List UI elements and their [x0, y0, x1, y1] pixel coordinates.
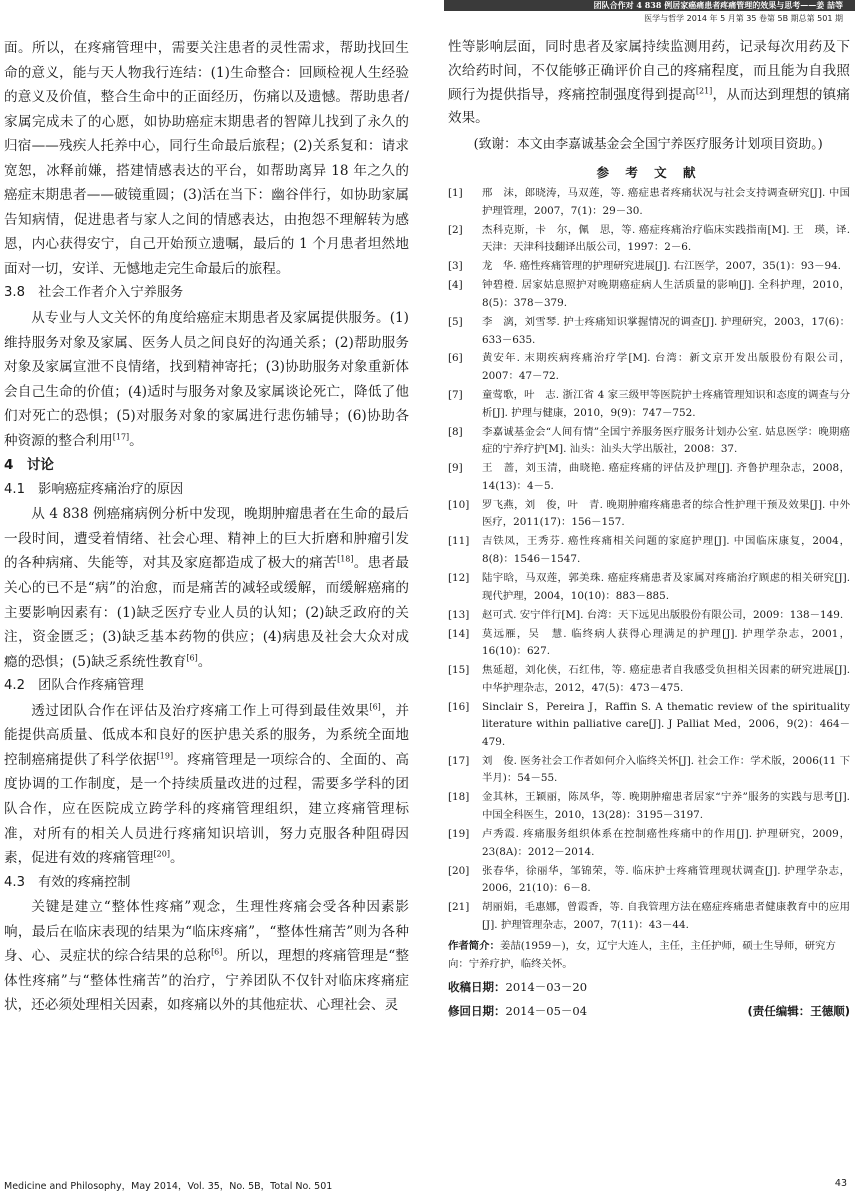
- bio-label: 作者简介：: [448, 940, 500, 953]
- reference-item: [448, 387, 850, 422]
- journal-info: 医学与哲学 2014 年 5 月第 35 卷第 5B 期总第 501 期: [644, 14, 843, 23]
- reference-text: 莫远雁，吴 慧. 临终病人获得心理满足的护理[J]. 护理学杂志，2001，16(10)：627.: [482, 627, 850, 658]
- reference-number: [5]: [448, 315, 463, 328]
- reference-text: 钟碧橙. 居家姑息照护对晚期癌症病人生活质量的影响[J]. 全科护理，2010，8(5)：378－379.: [482, 279, 850, 309]
- reference-item: [448, 863, 850, 898]
- reference-item: [448, 277, 850, 312]
- reference-item: [448, 570, 850, 605]
- reference-text: 罗飞燕，刘 俊，叶 青. 晚期肿瘤疼痛患者的综合性护理干预及效果[J]. 中外医疗，2011(17)：156－157.: [482, 498, 850, 529]
- section-heading-4-2: 4.2 团队合作疼痛管理: [4, 678, 144, 694]
- page-footer: [4, 1178, 847, 1192]
- reference-number: [6]: [448, 352, 463, 365]
- reference-number: [15]: [448, 664, 470, 677]
- editor-note: (责任编辑：王德顺): [747, 1003, 850, 1018]
- reference-number: [19]: [448, 828, 470, 840]
- citation: [18]: [337, 554, 354, 564]
- running-title: 团队合作对 4 838 例居家癌痛患者疼痛管理的效果与思考——姜 喆等: [593, 0, 843, 10]
- reference-item: [448, 185, 850, 220]
- reference-number: [1]: [448, 187, 463, 200]
- paragraph: 关键是建立“整体性疼痛”观念，生理性疼痛会受各种因素影响，最后在临床表现的结果为“临床疼痛”，“整体性痛苦”则为各种身、心、灵症状的综合结果的总称[6]。所以，理想的疼痛管理是“整体性疼痛”与“整体性痛苦”的治疗，宁养团队不仅针对临床疼痛症状，还必须处理相关因素，如疼痛以外的其他症状、心理社会、灵: [4, 899, 409, 1014]
- author-bio: 作者简介：姜喆(1959－)，女，辽宁大连人，主任，主任护师，硕士生导师，研究方向：宁养疗护，临终关怀。: [448, 940, 836, 970]
- section-heading-4-1: 4.1 影响癌症疼痛治疗的原因: [4, 481, 184, 497]
- reference-text: 金其林，王颖丽，陈凤华，等. 晚期肿瘤患者居家“宁养”服务的实践与思考[J]. 中国全科医生，2010，13(28)：3195－3197.: [482, 791, 850, 822]
- reference-item: [448, 258, 850, 276]
- reference-text: 卢秀霞. 疼痛服务组织体系在控制癌性疼痛中的作用[J]. 护理研究，2009，23(8A)：2012－2014.: [482, 828, 850, 858]
- reference-number: [3]: [448, 260, 463, 273]
- received-date: 收稿日期：2014－03－20: [448, 979, 588, 994]
- running-header: [0, 0, 855, 30]
- citation: [19]: [156, 751, 174, 761]
- reference-item: [448, 424, 850, 459]
- paragraph: 面。所以，在疼痛管理中，需要关注患者的灵性需求，帮助找回生命的意义，能与天人物我行连结：(1)生命整合：回顾检视人生经验的意义及价值，整合生命中的正面经历，伤痛以及遗憾。帮助患者/家属完成未了的心愿，如协助癌症末期患者的智障儿找到了永久的归宿——残疾人托养中心，同行生命最后旅程；(2)关系复和：请求宽恕，冰释前嫌，搭建情感表达的平台，如帮助离异 18 年之久的癌症末期患者——破镜重圆；(3)活在当下：幽谷伴行，如协助家属告知病情，促进患者与家人之间的情感表达，由抱怨不理解转为感恩，内心获得安宁，自己开始预立遗嘱，最后的 1 个月患者坦然地面对一切，安详、无憾地走完生命最后的旅程。: [4, 40, 409, 277]
- paragraph: 从 4 838 例癌痛病例分析中发现，晚期肿瘤患者在生命的最后一段时间，遭受着情绪、社会心理、精神上的巨大折磨和肿瘤引发的各种病痛、失能等，对其及家庭都造成了极大的痛苦[18]。患者最关心的已不是“病”的治愈，而是痛苦的减轻或缓解，而缓解癌痛的主要影响因素有：(1)缺乏医疗专业人员的认知；(2)缺乏政府的关注，资金匮乏；(3)缺乏基本药物的供应；(4)病患及社会大众对成瘾的恐惧；(5)缺乏系统性教育[6]。: [4, 506, 409, 670]
- reference-number: [20]: [448, 864, 470, 877]
- section-heading-4: 4 讨论: [4, 457, 54, 474]
- reference-text: Sinclair S，Pereira J，Raffin S. A thematic review of the spirituality literature within palliative care[J]. J Palliat Med，2006，9(2)：464－479.: [482, 700, 850, 748]
- reference-text: 李嘉诚基金会“人间有情”全国宁养服务医疗服务计划办公室. 姑息医学：晚期癌症的宁养疗护[M]. 汕头：汕头大学出版社，2008：37.: [482, 425, 850, 456]
- page-number: 43: [834, 1178, 847, 1189]
- reference-text: 赵可式. 安宁伴行[M]. 台湾：天下远见出版股份有限公司，2009：138－149.: [482, 608, 844, 621]
- citation: [6]: [211, 947, 223, 957]
- reference-text: 杰科克斯，卡 尔，佩 思，等. 癌症疼痛治疗临床实践指南[M]. 王 瑛，译. 天津：天津科技翻译出版公司，1997：2－6.: [482, 223, 850, 254]
- reference-item: [448, 607, 850, 625]
- reference-number: [21]: [448, 901, 470, 914]
- citation: [6]: [369, 702, 381, 712]
- reference-number: [17]: [448, 754, 470, 767]
- reference-text: 李 漓，刘雪琴. 护士疼痛知识掌握情况的调查[J]. 护理研究，2003，17(6)：633－635.: [482, 315, 850, 346]
- reference-text: 刘 俊. 医务社会工作者如何介入临终关怀[J]. 社会工作：学术版，2006(11 下半月)：54－55.: [482, 754, 850, 785]
- reference-item: [448, 789, 850, 824]
- reference-text: 胡丽娟，毛惠娜，曾霞香，等. 自我管理方法在癌症疼痛患者健康教育中的应用[J]. 护理管理杂志，2007，7(11)：43－44.: [482, 901, 850, 931]
- left-column: [4, 36, 409, 1160]
- reference-text: 张春华，徐丽华，邹锦荣，等. 临床护士疼痛管理现状调查[J]. 护理学杂志，2006，21(10)：6－8.: [482, 864, 850, 895]
- reference-text: 童莺歌，叶 志. 浙江省 4 家三级甲等医院护士疼痛管理知识和态度的调查与分析[J]. 护理与健康，2010，9(9)：747－752.: [482, 389, 850, 419]
- footer-citation: Medicine and Philosophy，May 2014，Vol. 35，No. 5B，Total No. 501: [4, 1181, 333, 1192]
- reference-number: [13]: [448, 608, 470, 621]
- reference-number: [14]: [448, 627, 470, 640]
- citation: [17]: [112, 432, 130, 442]
- reference-number: [18]: [448, 791, 470, 804]
- section-heading-4-3: 4.3 有效的疼痛控制: [4, 874, 131, 890]
- right-column: [448, 36, 850, 1160]
- reference-text: 陆宇晗，马双莲，郭美珠. 癌症疼痛患者及家属对疼痛治疗顾虑的相关研究[J]. 现代护理，2004，10(10)：883－885.: [482, 571, 850, 602]
- reference-item: [448, 222, 850, 257]
- paragraph: 透过团队合作在评估及治疗疼痛工作上可得到最佳效果[6]，并能提供高质量、低成本和良好的医护患关系的服务，为系统全面地控制癌痛提供了科学依据[19]。疼痛管理是一项综合的、全面的、高度协调的工作制度，是一个持续质量改进的过程，需要多学科的团队合作，应在医院成立跨学科的疼痛管理组织，建立疼痛管理标准，对所有的相关人员进行疼痛知识培训，努力克服各种阻碍因素，促进有效的疼痛管理[20]。: [4, 702, 409, 867]
- paragraph: 性等影响层面，同时患者及家属持续监测用药，记录每次用药及下次给药时间，不仅能够正确评价自己的疼痛程度，而且能为自我照顾行为提供指导，疼痛控制强度得到提高[21]，从而达到理想的镇痛效果。: [448, 39, 850, 127]
- reference-item: [448, 662, 850, 697]
- reference-number: [9]: [448, 462, 463, 475]
- acknowledgement: (致谢：本文由李嘉诚基金会全国宁养医疗服务计划项目资助。): [473, 137, 823, 153]
- reference-text: 龙 华. 癌性疼痛管理的护理研究进展[J]. 右江医学，2007，35(1)：93－94.: [482, 260, 841, 273]
- revised-date: 修回日期：2014－05－04 (责任编辑：王德顺): [448, 1000, 850, 1022]
- reference-number: [2]: [448, 223, 463, 236]
- references-list: [448, 185, 850, 934]
- paragraph: 从专业与人文关怀的角度给癌症末期患者及家属提供服务。(1)维持服务对象及家属、医务人员之间良好的沟通关系；(2)帮助服务对象及家属宣泄不良情绪，找到精神寄托；(3)协助服务对象重新体会自己生命的价值；(4)适时与服务对象及家属谈论死亡，降低了他们对死亡的恐惧；(5)对服务对象的家属进行悲伤辅导；(6)协助各种资源的整合利用[17]。: [4, 310, 409, 449]
- reference-number: [10]: [448, 498, 470, 511]
- references-title: 参 考 文 献: [596, 165, 702, 181]
- reference-number: [12]: [448, 571, 470, 584]
- reference-item: [448, 314, 850, 349]
- reference-number: [16]: [448, 700, 470, 713]
- reference-text: 王 蔷，刘玉清，曲晓艳. 癌症疼痛的评估及护理[J]. 齐鲁护理杂志，2008，14(13)：4－5.: [482, 462, 850, 492]
- reference-text: 吉铁凤，王秀芬. 癌性疼痛相关问题的家庭护理[J]. 中国临床康复，2004，8(8)：1546－1547.: [482, 535, 850, 565]
- reference-item: [448, 899, 850, 934]
- reference-item: [448, 699, 850, 752]
- reference-number: [4]: [448, 279, 463, 292]
- reference-number: [8]: [448, 425, 463, 438]
- reference-item: [448, 626, 850, 661]
- reference-item: [448, 460, 850, 495]
- citation: [20]: [153, 849, 170, 859]
- citation: [6]: [186, 653, 198, 663]
- reference-number: [11]: [448, 535, 470, 548]
- reference-item: [448, 753, 850, 788]
- reference-item: [448, 350, 850, 385]
- reference-item: [448, 497, 850, 532]
- reference-text: 邢 沫，郎晓涛，马双莲，等. 癌症患者疼痛状况与社会支持调查研究[J]. 中国护理管理，2007，7(1)：29－30.: [482, 187, 850, 217]
- reference-item: [448, 533, 850, 568]
- reference-text: 黄安年. 末期疾病疼痛治疗学[M]. 台湾：新文京开发出版股份有限公司，2007：47－72.: [482, 352, 850, 383]
- reference-item: [448, 826, 850, 861]
- reference-text: 焦延超，刘化侠，石红伟，等. 癌症患者自我感受负担相关因素的研究进展[J]. 中华护理杂志，2012，47(5)：473－475.: [482, 664, 850, 694]
- section-heading-3-8: 3.8 社会工作者介入宁养服务: [4, 285, 184, 301]
- reference-number: [7]: [448, 389, 463, 402]
- citation: [21]: [695, 86, 713, 96]
